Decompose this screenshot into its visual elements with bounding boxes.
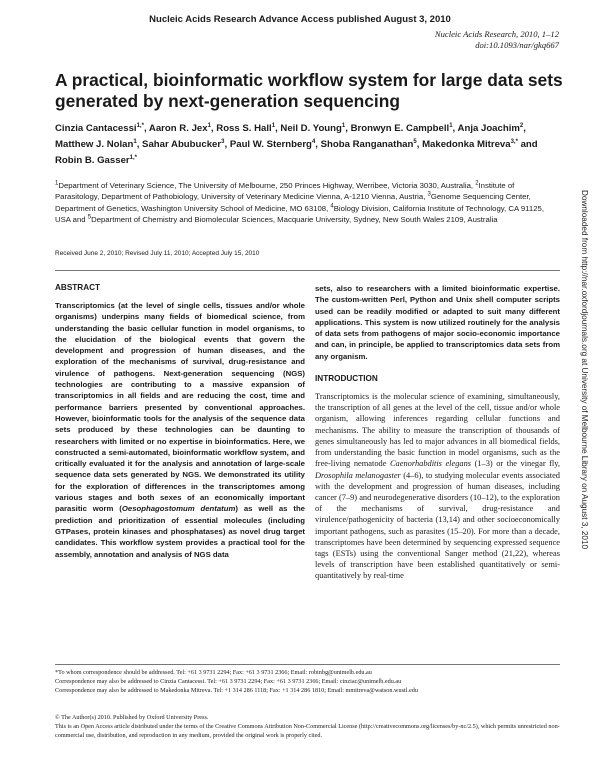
affiliation-marker: 1 [55,180,59,187]
footnote-line: Correspondence may also be addressed to Makedonka Mitreva. Tel: +1 314 286 1118; Fax: +1 314 286 1810; Email: mmitreva@watson.wustl.edu [55,687,418,694]
download-watermark [574,190,590,610]
intro-text-2: (1–3) or the vinegar fly, [471,459,560,469]
author-name: Makedonka Mitreva [422,139,511,150]
copyright-line: © The Author(s) 2010. Published by Oxford University Press. [55,714,209,721]
author-affiliation-marker: 1 [341,122,346,129]
right-column [315,283,560,582]
footnote-line: Correspondence may also be addressed to Cinzia Cantacessi. Tel: +61 3 9731 2294; Fax: +61 3 9731 2366; Email: cinziac@unimelb.edu.au [55,678,402,685]
author-name: Bronwyn E. Campbell [350,123,450,134]
author-separator: , [210,123,217,134]
author-affiliation-marker: 5 [413,138,417,145]
intro-species-drosophila: Drosophila melanogaster [315,470,401,480]
author-separator: , [275,123,281,134]
affiliation-marker: 5 [87,214,92,221]
author-separator: , [452,123,458,134]
author-name: Sahar Abubucker [142,139,222,150]
affiliation-marker: 3 [427,191,431,198]
abstract-species-name: Oesophagostomum dentatum [121,504,236,514]
author-affiliation-marker: 1 [207,122,211,129]
affiliation-marker: 4 [330,203,334,210]
author-affiliation-marker: 3 [221,138,225,145]
author-separator: and [517,139,538,150]
affiliation-text: Department of Veterinary Science, The University of Melbourne, 250 Princes Highway, Werribee, Victoria 3030, Australia, [58,181,476,190]
affiliation-text: Department of Chemistry and Biomolecular Sciences, Macquarie University, Sydney, New South Wales 2109, Australia [91,215,498,225]
header-divider [55,270,560,271]
author-separator: , [523,123,526,134]
author-name: Paul W. Sternberg [229,139,312,150]
article-title: A practical, bioinformatic workflow system for large data sets generated by next-generation sequencing [55,70,563,111]
footnote-line: *To whom correspondence should be addressed. Tel: +61 3 9731 2294; Fax: +61 3 9731 2366; Email: robinbg@unimelb.edu.au [55,669,372,676]
author-separator: , [224,139,230,150]
abstract-heading: ABSTRACT [55,283,101,292]
author-name: Shoba Ranganathan [320,139,414,150]
author-affiliation-marker: 3,* [510,138,518,145]
correspondence-footnotes [55,668,560,695]
abstract-text-part1: Transcriptomics (at the level of single cells, tissues and/or whole organisms) underpins many fields of biomedical science, from understanding the basic cellular function in model organisms, to the elucidation of the biological events that govern the development and progression of human diseases, and the exploration of the mechanisms of survival, drug-resistance and virulence of pathogens. Next-generation sequencing (NGS) technologies are contributing to a massive expansion of transcriptomics in all fields and are reducing the cost, time and performance barriers presented by conventional approaches. However, bioinformatic tools for the analysis of the sequence data sets produced by these technologies can be daunting to researchers with limited or no expertise in bioinformatics. Here, we constructed a semi-automated, bioinformatic workflow system, and critically evaluated it for the analysis and annotation of large-scale sequence data sets generated by NGS. We demonstrated its utility for the exploration of differences in the transcriptomes among various stages and both sexes of an economically important parasitic worm ( [55,301,305,514]
copyright-notice [55,713,560,740]
author-affiliation-marker: 4 [311,138,316,145]
journal-citation-block [435,29,559,51]
author-separator: , [416,139,423,150]
introduction-heading: INTRODUCTION [315,374,378,384]
abstract-text-part2: ) as well as the prediction and prioritization of essential molecules (including GTPases, protein kinases and phosphatases) as novel drug target candidates. This workflow system provides a practical tool for the assembly, annotation and analysis of NGS data [55,504,305,559]
author-separator: , [136,139,143,150]
author-name: Cinzia Cantacessi [55,123,137,134]
author-affiliation-marker: 1,* [129,154,137,161]
author-affiliation-marker: 1 [133,138,137,145]
affiliation-marker: 2 [475,180,479,187]
author-name: Ross S. Hall [216,123,272,134]
affiliations [55,180,560,226]
author-affiliation-marker: 1 [449,122,453,129]
author-separator: , [315,139,321,150]
author-name: Aaron R. Jex [148,123,208,134]
journal-citation: Nucleic Acids Research, 2010, 1–12 [434,29,559,39]
left-column [55,283,305,560]
doi: doi:10.1093/nar/gkq667 [475,40,559,50]
affiliation-text: Institute of Parasitology, Department of Pathobiology, University of Veterinary Medicine Vienna, A-1210 Vienna, Austria, [55,181,515,202]
author-name: Robin B. Gasser [55,155,130,166]
submission-dates: Received June 2, 2010; Revised July 11, 2010; Accepted July 15, 2010 [55,250,260,257]
author-separator: , [143,123,149,134]
footnote-divider [55,664,560,665]
advance-access-banner: Nucleic Acids Research Advance Access published August 3, 2010 [149,14,451,25]
intro-text-3: (4–6), to studying molecular events associated with the development and progression of human diseases, including cancer (7–9) and neurodegenerative disorders (10–12), to the exploration of the mechanisms of survival, drug-resistance and virulence/pathogenicity of bacteria (13,14) and other socioeconomically important pathogens, such as parasites (15–20). For more than a decade, transcriptomes have been determined by sequencing expressed sequence tags (ESTs) using the conventional Sanger method (21,22), whereas levels of transcription have been established quantitatively or semi-quantitatively by real-time [315,470,560,581]
download-watermark-text: Downloaded from http://nar.oxfordjournals.org at University of Melbourne Library on August 3, 2010 [580,190,589,550]
abstract-paragraph [55,300,305,560]
affiliation-text: Genome Sequencing Center, Department of Genetics, Washington University School of Medicine, MO 63108, [55,192,531,213]
intro-text-1: Transcriptomics is the molecular science of examining, simultaneously, the transcription of all genes at the level of the cell, tissue and/or whole organism, allowing inferences regarding cellular functions and mechanisms. The ability to measure the transcription of thousands of genes simultaneously has led to major advances in all biomedical fields, from understanding the basic function in model organisms, such as the free-living nematode [315,392,560,469]
intro-species-celegans: Caenorhabditis elegans [389,459,472,469]
introduction-paragraph [315,391,560,581]
author-name: Matthew J. Nolan [55,139,134,150]
author-affiliation-marker: 2 [519,122,524,129]
affiliation-text: Biology Division, California Institute of Technology, CA 91125, USA and [55,203,544,225]
author-affiliation-marker: 1 [271,122,276,129]
license-text: This is an Open Access article distributed under the terms of the Creative Commons Attribution Non-Commercial License (http://creativecommons.org/licenses/by-nc/2.5), which permits unrestricted non-commercial use, distribution, and reproduction in any medium, provided the original work is properly cited. [55,723,560,739]
author-separator: , [345,123,351,134]
author-name: Anja Joachim [457,123,520,134]
author-name: Neil D. Young [280,123,342,134]
author-affiliation-marker: 1,* [136,122,144,129]
abstract-continuation: sets, also to researchers with a limited bioinformatic expertise. The custom-written Perl, Python and Unix shell computer scripts used can be readily modified or adapted to suit many different applications. This system is now utilized routinely for the analysis of data sets from pathogens of major socio-economic importance and can, in principle, be applied to transcriptomics data sets from any organism. [315,284,560,361]
author-list [55,121,555,169]
